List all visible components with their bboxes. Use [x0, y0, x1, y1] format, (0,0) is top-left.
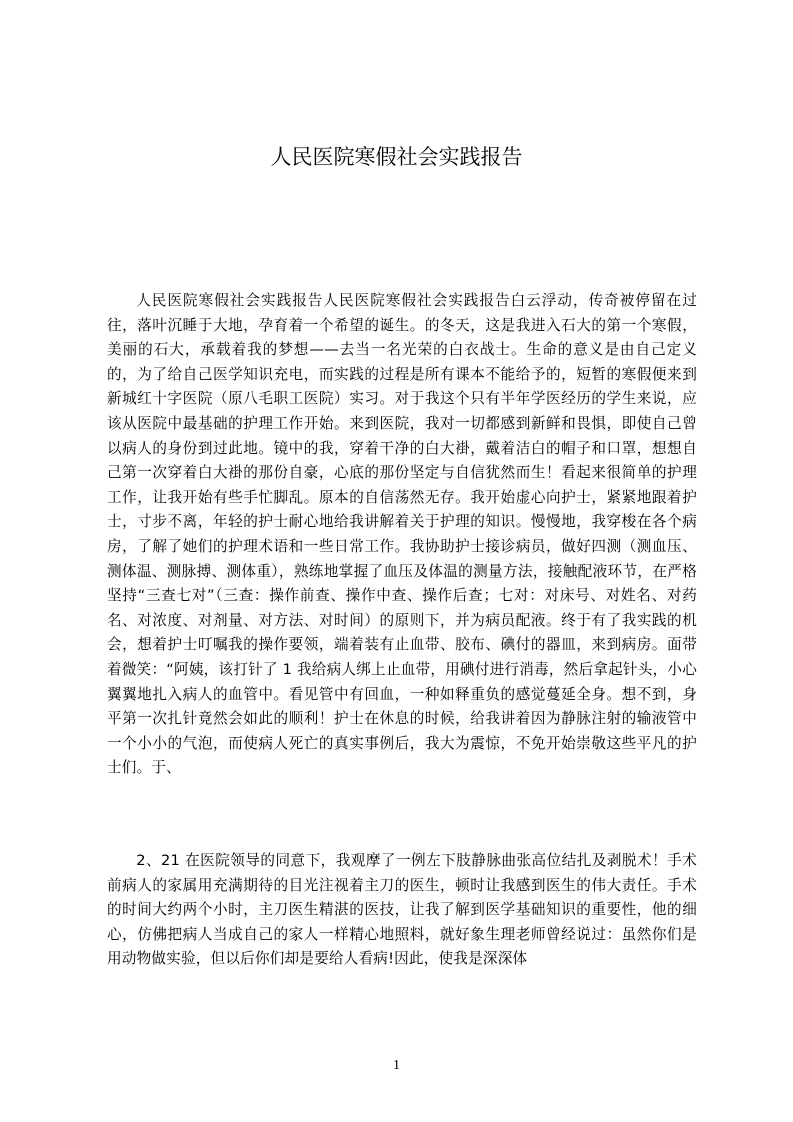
document-title: 人民医院寒假社会实践报告	[270, 145, 523, 169]
page-number: 1	[393, 1058, 400, 1073]
body-paragraph-1: 人民医院寒假社会实践报告人民医院寒假社会实践报告白云浮动，传奇被停留在过往，落叶沉睡于大地，孕育着一个希望的诞生。的冬天，这是我进入石大的第一个寒假，美丽的石大，承载着我的梦想——去当一名光荣的白衣战士。生命的意义是由自己定义的，为了给自己医学知识充电，而实践的过程是所有课本不能给予的，短暂的寒假便来到新城红十字医院（原八毛职工医院）实习。对于我这个只有半年学医经历的学生来说，应该从医院中最基础的护理工作开始。来到医院，我对一切都感到新鲜和畏惧，即使自己曾以病人的身份到过此地。镜中的我，穿着干净的白大褂，戴着洁白的帽子和口罩，想想自己第一次穿着白大褂的那份自豪，心底的那份坚定与自信犹然而生！看起来很简单的护理工作，让我开始有些手忙脚乱。原本的自信荡然无存。我开始虚心向护士，紧紧地跟着护士，寸步不离，年轻的护士耐心地给我讲解着关于护理的知识。慢慢地，我穿梭在各个病房，了解了她们的护理术语和一些日常工作。我协助护士接诊病员，做好四测（测血压、测体温、测脉搏、测体重），熟练地掌握了血压及体温的测量方法，接触配液环节，在严格坚持“三查七对”（三查：操作前查、操作中查、操作后查；七对：对床号、对姓名、对药名、对浓度、对剂量、对方法、对时间）的原则下，并为病员配液。终于有了我实践的机会，想着护士叮嘱我的操作要领，端着装有止血带、胶布、碘付的器皿，来到病房。面带着微笑：“阿姨，该打针了 1 我给病人绑上止血带，用碘付进行消毒，然后拿起针头，小心翼翼地扎入病人的血管中。看见管中有回血，一种如释重负的感觉蔓延全身。想不到，身平第一次扎针竟然会如此的顺利！护士在休息的时候，给我讲着因为静脉注射的输液管中一个小小的气泡，而使病人死亡的真实事例后，我大为震惊，不免开始崇敬这些平凡的护士们。于、	[107, 292, 697, 777]
body-paragraph-2: 2、21 在医院领导的同意下，我观摩了一例左下肢静脉曲张高位结扎及剥脱术！手术前病人的家属用充满期待的目光注视着主刀的医生，顿时让我感到医生的伟大责任。手术的时间大约两个小时，主刀医生精湛的医技，让我了解到医学基础知识的重要性，他的细心，仿佛把病人当成自己的家人一样精心地照料，就好象生理老师曾经说过：虽然你们是用动物做实验，但以后你们却是要给人看病!因此，使我是深深体	[107, 852, 697, 968]
